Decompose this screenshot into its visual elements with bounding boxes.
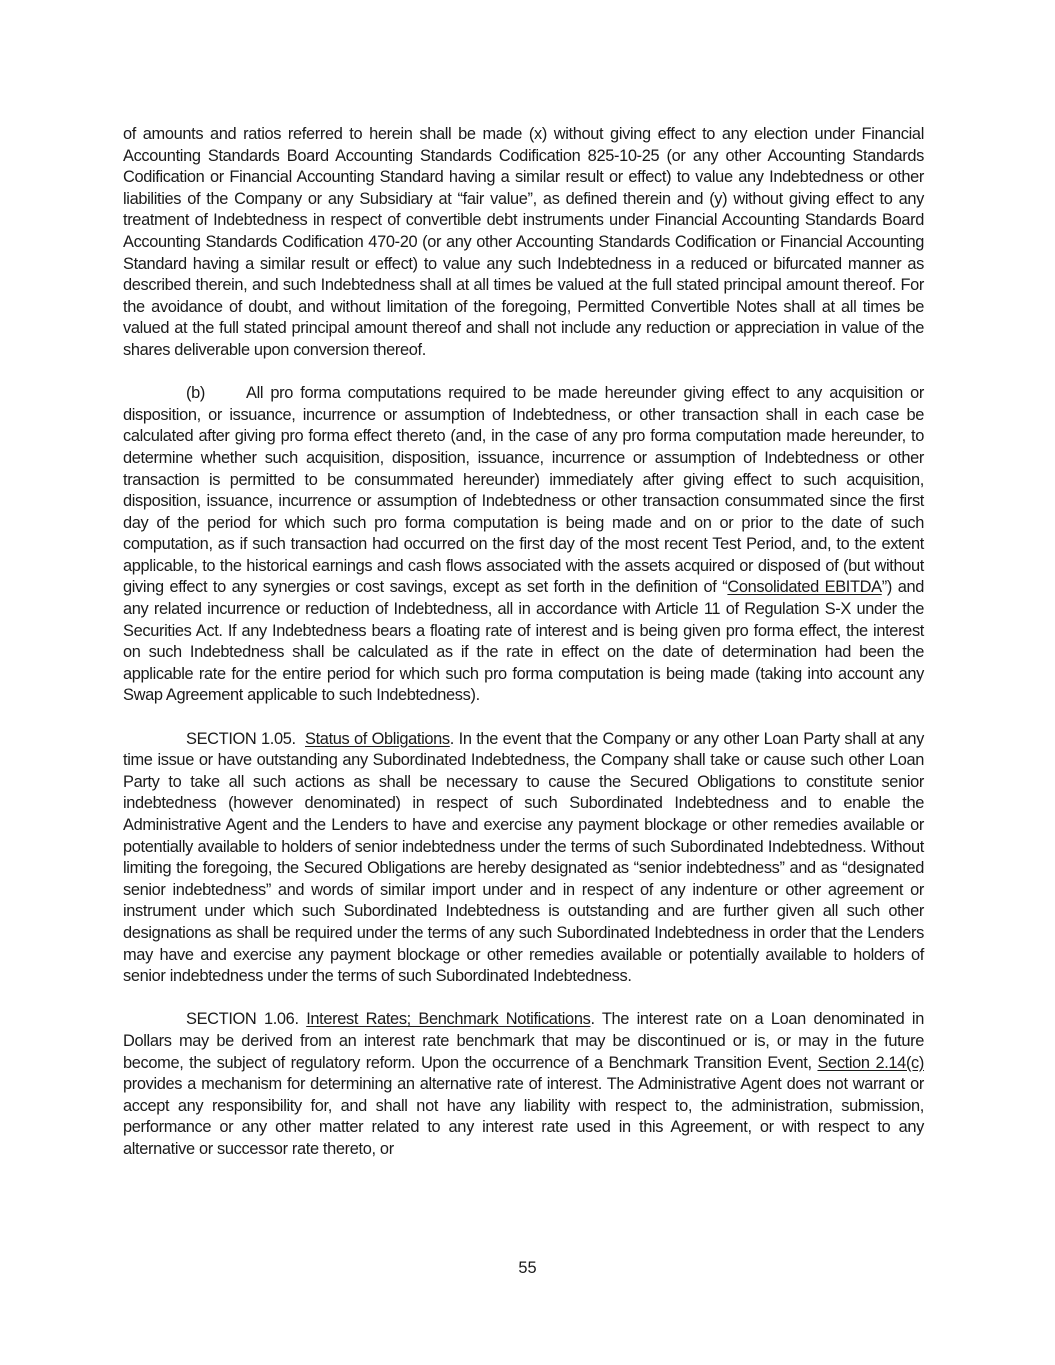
paragraph-text: of amounts and ratios referred to herein shall be made (x) without giving effect to any election under Financial Accounting Standards Board Accounting Standards Codification 825-10-25 (or any other Accounting Standards Codification or Financial Accounting Standard having a similar result or effect) to value any Indebtedness or other liabilities of the Company or any Subsidiary at “fair value”, as defined therein and (y) without giving effect to any treatment of Indebtedness in respect of convertible debt instruments under Financial Accounting Standards Board Accounting Standards Codification 470-20 (or any other Accounting Standards Codification or Financial Accounting Standard having a similar result or effect) to value any such Indebtedness in a reduced or bifurcated manner as described therein, and such Indebtedness shall at all times be valued at the full stated principal amount thereof. For the avoidance of doubt, and without limitation of the foregoing, Permitted Convertible Notes shall at all times be valued at the full stated principal amount thereof and shall not include any reduction or appreciation in value of the shares deliverable upon conversion thereof. bbox=[123, 125, 924, 359]
document-page bbox=[123, 124, 924, 1182]
section-heading: Interest Rates; Benchmark Notifications bbox=[306, 1010, 591, 1029]
section-text: . The interest rate on a Loan denominated in Dollars may be derived from an interest rate benchmark that may be discontinued or is, or may in the future become, the subject of regulatory reform. Upon the occurrence of a Benchmark Transition Event, bbox=[123, 1010, 924, 1072]
section-text: . In the event that the Company or any other Loan Party shall at any time issue or have outstanding any Subordinated Indebtedness, the Company shall take or cause such other Loan Party to take all such actions as shall be necessary to cause the Secured Obligations to constitute senior indebtedness (however denominated) in respect of such Subordinated Indebtedness and to enable the Administrative Agent and the Lenders to have and exercise any payment blockage or other remedies available or potentially available to holders of senior indebtedness under the terms of such Subordinated Indebtedness. Without limiting the foregoing, the Secured Obligations are hereby designated as “senior indebtedness” and as “designated senior indebtedness” and words of similar import under and in respect of any indenture or other agreement or instrument under which such Subordinated Indebtedness is outstanding and are further given all such other designations as shall be required under the terms of any such Subordinated Indebtedness in order that the Lenders may have and exercise any payment blockage or other remedies available or potentially available to holders of senior indebtedness under the terms of such Subordinated Indebtedness. bbox=[123, 729, 924, 986]
section-text-continued: provides a mechanism for determining an alternative rate of interest. The Administrative Agent does not warrant or accept any responsibility for, and shall not have any liability with respect to, the administration, submission, performance or any other matter related to any interest rate used in this Agreement, or with respect to any alternative or successor rate thereto, or bbox=[123, 1075, 924, 1158]
clause-label: (b) bbox=[186, 384, 205, 403]
consolidated-ebitda-link[interactable]: Consolidated EBITDA bbox=[727, 578, 882, 597]
section-number: SECTION 1.06. bbox=[186, 1010, 299, 1029]
section-heading: Status of Obligations bbox=[305, 729, 450, 748]
section-2-14c-link[interactable]: Section 2.14(c) bbox=[817, 1053, 925, 1072]
section-number: SECTION 1.05. bbox=[186, 729, 296, 748]
paragraph-pro-forma bbox=[123, 383, 924, 707]
paragraph-accounting-terms bbox=[123, 124, 924, 362]
paragraph-text: All pro forma computations required to be made hereunder giving effect to any acquisition or disposition, or issuance, incurrence or assumption of Indebtedness, or other transaction shall in each case be calculated after giving pro forma effect thereto (and, in the case of any pro forma computation made hereunder, to determine whether such acquisition, disposition, issuance, incurrence or assumption of Indebtedness or other transaction is permitted to be consummated hereunder) immediately after giving effect to such acquisition, disposition, issuance, incurrence or assumption of Indebtedness or other transaction consummated since the first day of the period for which such pro forma computation is being made and on or prior to the date of such computation, as if such transaction had occurred on the first day of the most recent Test Period, and, to the extent applicable, to the historical earnings and cash flows associated with the assets acquired or disposed of (but without giving effect to any synergies or cost savings, except as set forth in the definition of “ bbox=[123, 384, 924, 597]
paragraph-text-continued: ”) and any related incurrence or reduction of Indebtedness, all in accordance with Article 11 of Regulation S-X under the Securities Act. If any Indebtedness bears a floating rate of interest and is being given pro forma effect, the interest on such Indebtedness shall be calculated as if the rate in effect on the date of determination had been the applicable rate for the entire period for which such pro forma computation is being made (taking into account any Swap Agreement applicable to such Indebtedness). bbox=[123, 578, 924, 705]
page-number: 55 bbox=[518, 1259, 537, 1277]
section-1-05 bbox=[123, 729, 924, 988]
section-1-06 bbox=[123, 1009, 924, 1160]
